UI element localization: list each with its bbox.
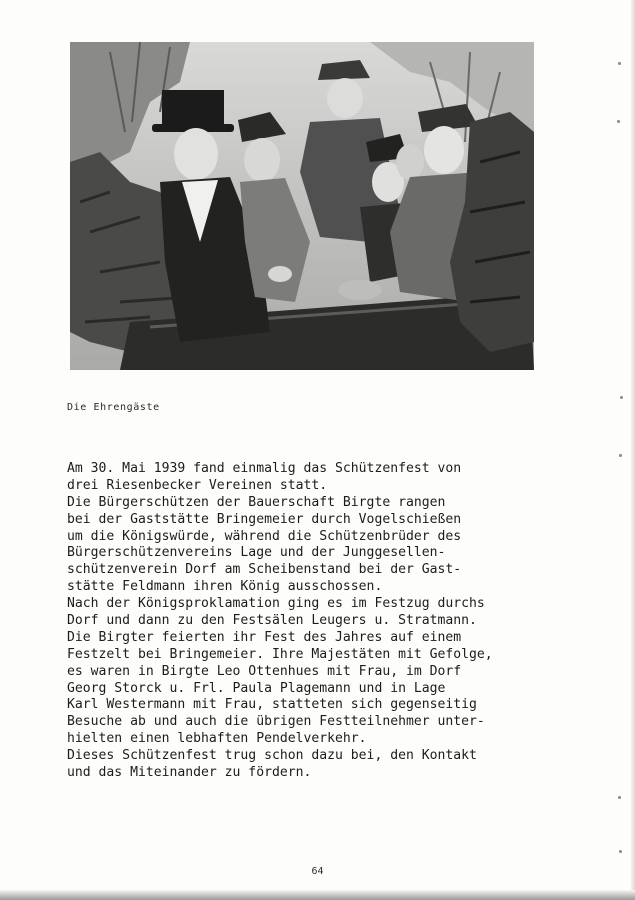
body-line: Die Bürgerschützen der Bauerschaft Birgte rangen <box>67 494 446 510</box>
scan-speck <box>618 796 621 799</box>
body-line: stätte Feldmann ihren König ausschossen. <box>67 579 383 595</box>
body-line: Dieses Schützenfest trug schon dazu bei, den Kontakt <box>67 748 477 764</box>
page-edge <box>631 0 635 900</box>
body-line: und das Miteinander zu fördern. <box>67 765 312 781</box>
body-line: schützenverein Dorf am Scheibenstand bei der Gast- <box>67 562 462 578</box>
photo-illustration <box>70 42 534 370</box>
photo-caption: Die Ehrengäste <box>67 402 160 413</box>
body-line: um die Königswürde, während die Schützenbrüder des <box>67 528 462 544</box>
scan-speck <box>619 454 622 457</box>
page-number: 64 <box>311 866 324 877</box>
scan-speck <box>619 850 622 853</box>
body-line: es waren in Birgte Leo Ottenhues mit Frau, im Dorf <box>67 663 462 679</box>
photograph-honored-guests <box>70 42 534 370</box>
body-line: Dorf und dann zu den Festsälen Leugers u. Stratmann. <box>67 613 477 629</box>
body-line: Am 30. Mai 1939 fand einmalig das Schützenfest von <box>67 461 462 476</box>
scan-speck <box>620 396 623 399</box>
body-line: Karl Westermann mit Frau, statteten sich gegenseitig <box>67 697 477 713</box>
body-text <box>67 461 567 782</box>
body-line: Nach der Königsproklamation ging es im Festzug durchs <box>67 596 485 612</box>
body-line: Georg Storck u. Frl. Paula Plagemann und in Lage <box>67 680 446 696</box>
body-line: bei der Gaststätte Bringemeier durch Vogelschießen <box>67 511 462 527</box>
body-line: Bürgerschützenvereins Lage und der Junggesellen- <box>67 545 446 561</box>
body-line: Festzelt bei Bringemeier. Ihre Majestäten mit Gefolge, <box>67 646 493 662</box>
body-line: hielten einen lebhaften Pendelverkehr. <box>67 731 367 747</box>
body-line: drei Riesenbecker Vereinen statt. <box>67 477 328 493</box>
scan-speck <box>617 120 620 123</box>
body-line: Besuche ab und auch die übrigen Festteilnehmer unter- <box>67 714 485 730</box>
body-line: Die Birgter feierten ihr Fest des Jahres auf einem <box>67 629 462 645</box>
scan-speck <box>618 62 621 65</box>
page-edge <box>0 890 635 900</box>
